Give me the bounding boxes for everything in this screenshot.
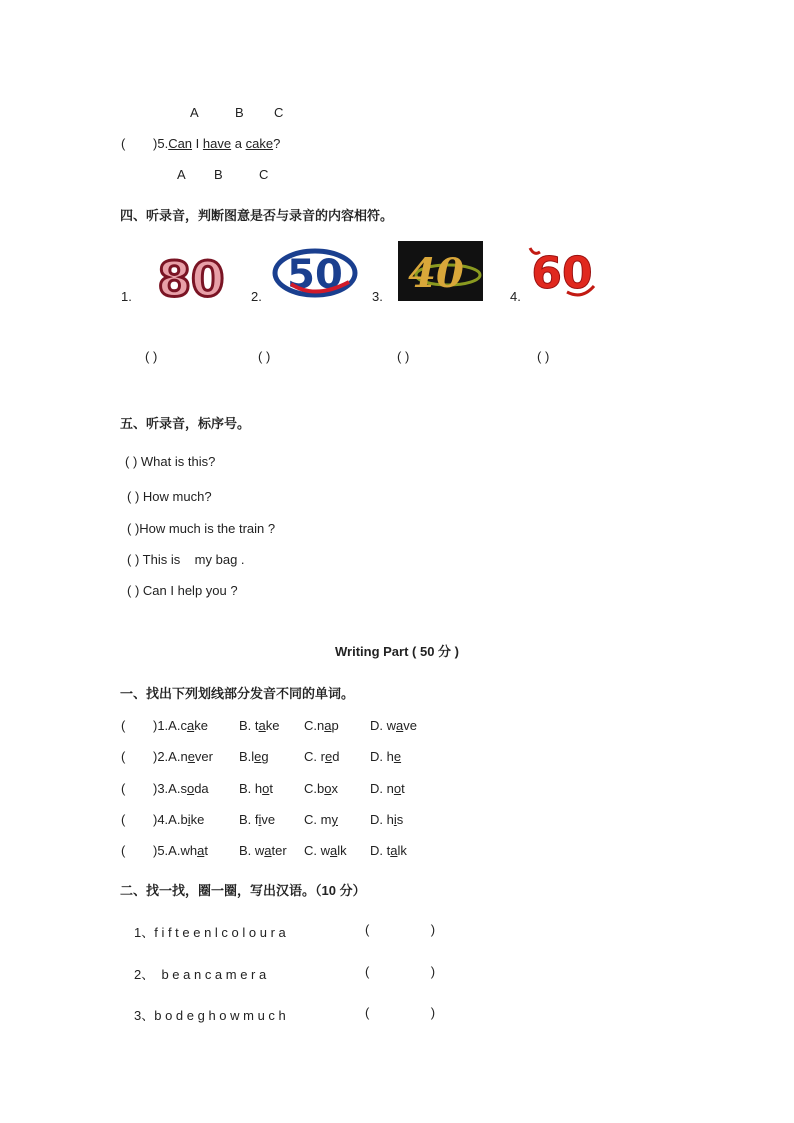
section-5-title: 五、听录音，标序号。 — [120, 416, 251, 431]
underlined-letter: o — [324, 781, 332, 796]
answer-paren-3: ( ) — [397, 349, 410, 364]
word-part: s — [396, 812, 404, 827]
word-search-1: 1、f i f t e e n l c o l o u r a — [134, 925, 286, 940]
option-label-c: C — [274, 105, 284, 120]
word-part: ter — [271, 843, 287, 858]
word-option — [370, 812, 403, 827]
picture-number-3: 3. — [372, 289, 383, 304]
word-option — [370, 749, 401, 764]
option-label-b: B — [235, 105, 244, 120]
underlined-letter: a — [330, 843, 338, 858]
answer-paren: ( ) — [365, 922, 436, 937]
word-part: ver — [194, 749, 213, 764]
word-option — [370, 781, 405, 796]
word-part: D. h — [370, 749, 394, 764]
answer-paren-1: ( ) — [145, 349, 158, 364]
picture-text: 60 — [531, 248, 593, 299]
answer-paren-4: ( ) — [537, 349, 550, 364]
word-option — [239, 781, 273, 796]
answer-paren: ( ) — [127, 521, 140, 536]
list-item — [127, 552, 245, 567]
word-part: B. w — [239, 843, 265, 858]
word-option — [153, 781, 209, 796]
picture-text: 50 — [287, 252, 343, 298]
word-part: lk — [337, 843, 347, 858]
underlined-letter: o — [186, 781, 195, 796]
writing-part-heading: Writing Part ( 50 分 ) — [335, 644, 459, 659]
underlined-letter: e — [254, 749, 262, 764]
word-part: )3.A.s — [153, 781, 187, 796]
answer-paren-2: ( ) — [258, 349, 271, 364]
underlined-letter: a — [264, 843, 272, 858]
word-option — [239, 718, 279, 733]
word-option — [239, 843, 287, 858]
option-label-b: B — [214, 167, 223, 182]
list-item — [127, 521, 275, 536]
word-part: )2.A.n — [153, 749, 188, 764]
question-number: 5. — [157, 136, 169, 151]
list-item — [127, 489, 212, 504]
underlined-letter: a — [324, 718, 332, 733]
answer-paren: ( — [121, 843, 151, 858]
answer-paren: ( ) — [127, 583, 140, 598]
word-option — [153, 843, 208, 858]
underlined-letter: o — [393, 781, 402, 796]
word-part: )1.A.c — [153, 718, 187, 733]
underlined-letter: e — [324, 749, 333, 764]
word-part: D. t — [370, 843, 391, 858]
word-part: p — [331, 718, 339, 733]
word-part: ve — [261, 812, 276, 827]
number-80-picture — [148, 252, 234, 302]
word-part: d — [332, 749, 340, 764]
question-5 — [153, 136, 280, 151]
word-part: B. h — [239, 781, 263, 796]
answer-paren: ( — [121, 812, 151, 827]
answer-paren: ( — [121, 781, 151, 796]
picture-text: 80 — [157, 252, 225, 302]
word-c: cake — [245, 136, 274, 151]
writing-section-2-title: 二、找一找，圈一圈，写出汉语。（10 分） — [120, 883, 366, 898]
underlined-letter: y — [331, 812, 338, 827]
word-part: D. w — [370, 718, 396, 733]
underlined-letter: a — [396, 718, 404, 733]
word-part: C. w — [304, 843, 330, 858]
word-part: )5.A.wh — [153, 843, 198, 858]
word-part: g — [261, 749, 269, 764]
underlined-letter: i — [393, 812, 397, 827]
picture-number-1: 1. — [121, 289, 132, 304]
word-option — [153, 718, 208, 733]
word-part: C.n — [304, 718, 325, 733]
answer-paren: ( ) — [127, 489, 140, 504]
number-60-picture — [522, 242, 602, 302]
word-option — [304, 781, 338, 796]
word-part: D. n — [370, 781, 394, 796]
option-label-a: A — [190, 105, 199, 120]
underlined-letter: a — [197, 843, 205, 858]
underlined-letter: e — [187, 749, 195, 764]
answer-paren: ( ) — [127, 552, 140, 567]
word-search-3: 3、b o d e g h o w m u c h — [134, 1008, 286, 1023]
question-mark: ? — [273, 136, 281, 151]
word: I — [195, 136, 200, 151]
item-text: What is this? — [140, 454, 216, 469]
underlined-letter: a — [390, 843, 398, 858]
word-search-2: 2、 b e a n c a m e r a — [134, 967, 267, 982]
word-option — [304, 749, 339, 764]
word-option — [239, 812, 275, 827]
answer-paren: ( ) — [365, 964, 436, 979]
word-part: C. m — [304, 812, 332, 827]
underlined-letter: e — [393, 749, 402, 764]
number-40-picture — [398, 241, 483, 301]
option-label-a: A — [177, 167, 186, 182]
word-part: D. h — [370, 812, 394, 827]
item-text: How much? — [142, 489, 212, 504]
word-part: C. r — [304, 749, 325, 764]
word-option — [304, 812, 338, 827]
underlined-letter: a — [186, 718, 195, 733]
list-item — [127, 583, 238, 598]
word-part: C.b — [304, 781, 325, 796]
word-b: have — [202, 136, 232, 151]
word-part: B. f — [239, 812, 259, 827]
underlined-letter: a — [258, 718, 266, 733]
word-part: B.l — [239, 749, 255, 764]
item-text: How much is the train ? — [139, 521, 276, 536]
word-option — [153, 749, 213, 764]
answer-paren: ( ) — [365, 1005, 436, 1020]
writing-section-1-title: 一、找出下列划线部分发音不同的单词。 — [120, 686, 355, 701]
picture-text: 40 — [408, 250, 464, 297]
number-50-picture — [271, 244, 359, 302]
word-part: )4.A.b — [153, 812, 188, 827]
word-option — [370, 718, 417, 733]
word-part: da — [194, 781, 209, 796]
picture-number-4: 4. — [510, 289, 521, 304]
list-item — [125, 454, 215, 469]
word-part: ke — [190, 812, 205, 827]
word-option — [304, 843, 347, 858]
word-option — [239, 749, 269, 764]
word-a: Can — [168, 136, 193, 151]
section-4-title: 四、听录音，判断图意是否与录音的内容相符。 — [120, 208, 394, 223]
word-option — [370, 843, 407, 858]
word-part: ve — [403, 718, 417, 733]
word-part: t — [204, 843, 208, 858]
picture-number-2: 2. — [251, 289, 262, 304]
word-option — [153, 812, 204, 827]
answer-paren: ( ) — [125, 454, 138, 469]
word-part: ke — [194, 718, 208, 733]
answer-paren: ( — [121, 749, 151, 764]
underlined-letter: o — [262, 781, 270, 796]
item-text: Can I help you ? — [142, 583, 238, 598]
answer-paren: ( — [121, 718, 151, 733]
paren-close: ) — [153, 136, 158, 151]
option-label-c: C — [259, 167, 269, 182]
word-part: t — [401, 781, 405, 796]
word-part: lk — [397, 843, 407, 858]
word-part: x — [331, 781, 338, 796]
word-part: ke — [265, 718, 280, 733]
underlined-letter: i — [187, 812, 191, 827]
item-text: This is my bag . — [142, 552, 245, 567]
question-5-paren: ( — [121, 136, 126, 151]
underlined-letter: i — [258, 812, 262, 827]
word: a — [234, 136, 242, 151]
word-part: B. t — [239, 718, 259, 733]
word-part: t — [269, 781, 273, 796]
word-option — [304, 718, 339, 733]
